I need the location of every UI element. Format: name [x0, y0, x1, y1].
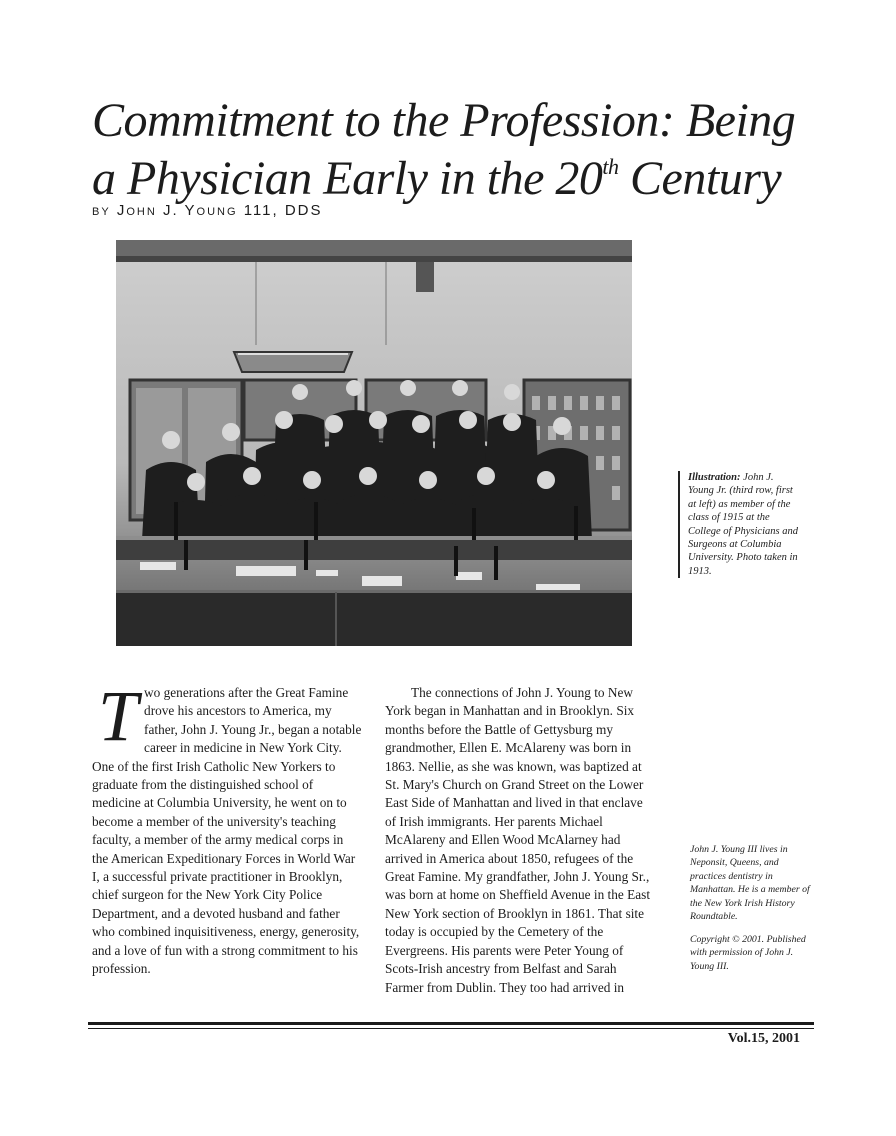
- column-2-paragraph: The connections of John J. Young to New York began in Manhattan and in Brooklyn. Six months before the Battle of Gettysburg my grandmother, Ellen E. McAlareny was born in 1863. Nellie, as she was known, was baptized at St. Mary's Church on Grand Street on the Lower East Side of Manhattan and lived in that enclave of Irish immigrants. Her parents Michael McAlareny and Ellen Wood McAlarney had arrived in America about 1850, refugees of the Great Famine. My grandfather, John J. Young Sr., was born at home on Sheffield Avenue in the East New York section of Brooklyn in 1861. That site today is occupied by the Cemetery of the Evergreens. His parents were Peter Young of Scots-Irish ancestry from Belfast and Sarah Farmer from Dublin. They too had arrived in: [385, 685, 651, 995]
- copyright-note: Copyright © 2001. Published with permission of John J. Young III.: [690, 934, 806, 972]
- drop-cap: T: [98, 676, 139, 756]
- footer-rule-thick: [88, 1022, 814, 1025]
- footer-rule-thin: [88, 1028, 814, 1029]
- article-title: [92, 92, 812, 208]
- title-line-2: a Physician Early in the 20: [92, 152, 603, 205]
- class-photo: [116, 240, 632, 646]
- class-photo-illustration: [116, 240, 632, 646]
- article-column-1: [92, 676, 362, 979]
- volume-label: Vol.15, 2001: [727, 1031, 800, 1046]
- article-column-2: [385, 684, 655, 997]
- caption-lead: Illustration:: [688, 472, 741, 483]
- caption-text: John J. Young Jr. (third row, first at left) as member of the class of 1915 at the College of Physicians and Surgeons at Columbia University. Photo taken in 1913.: [688, 472, 798, 577]
- column-1-paragraph: wo generations after the Great Famine drove his ancestors to America, my father, John J. Young Jr., began a notable career in medicine in New York City. One of the first Irish Catholic New Yorkers to graduate from the distinguished school of medicine at Columbia University, he went on to become a member of the university's teaching faculty, a member of the army medical corps in the American Expeditionary Forces in World War I, a successful private practitioner in Brooklyn, chief surgeon for the New York City Police Department, and a devoted husband and father who combined inquisitiveness, energy, generosity, and a love of fun with a strong commitment to his profession.: [92, 685, 362, 977]
- title-line-2-end: Century: [618, 152, 782, 205]
- title-superscript: th: [602, 154, 619, 179]
- author-bio: John J. Young III lives in Neponsit, Queens, and practices dentistry in Manhattan. He is a member of the New York Irish History Roundtable.: [690, 844, 810, 923]
- title-line-1: Commitment to the Profession: Being: [92, 94, 796, 147]
- byline: by John J. Young 111, DDS: [92, 202, 323, 219]
- photo-caption: [678, 471, 798, 578]
